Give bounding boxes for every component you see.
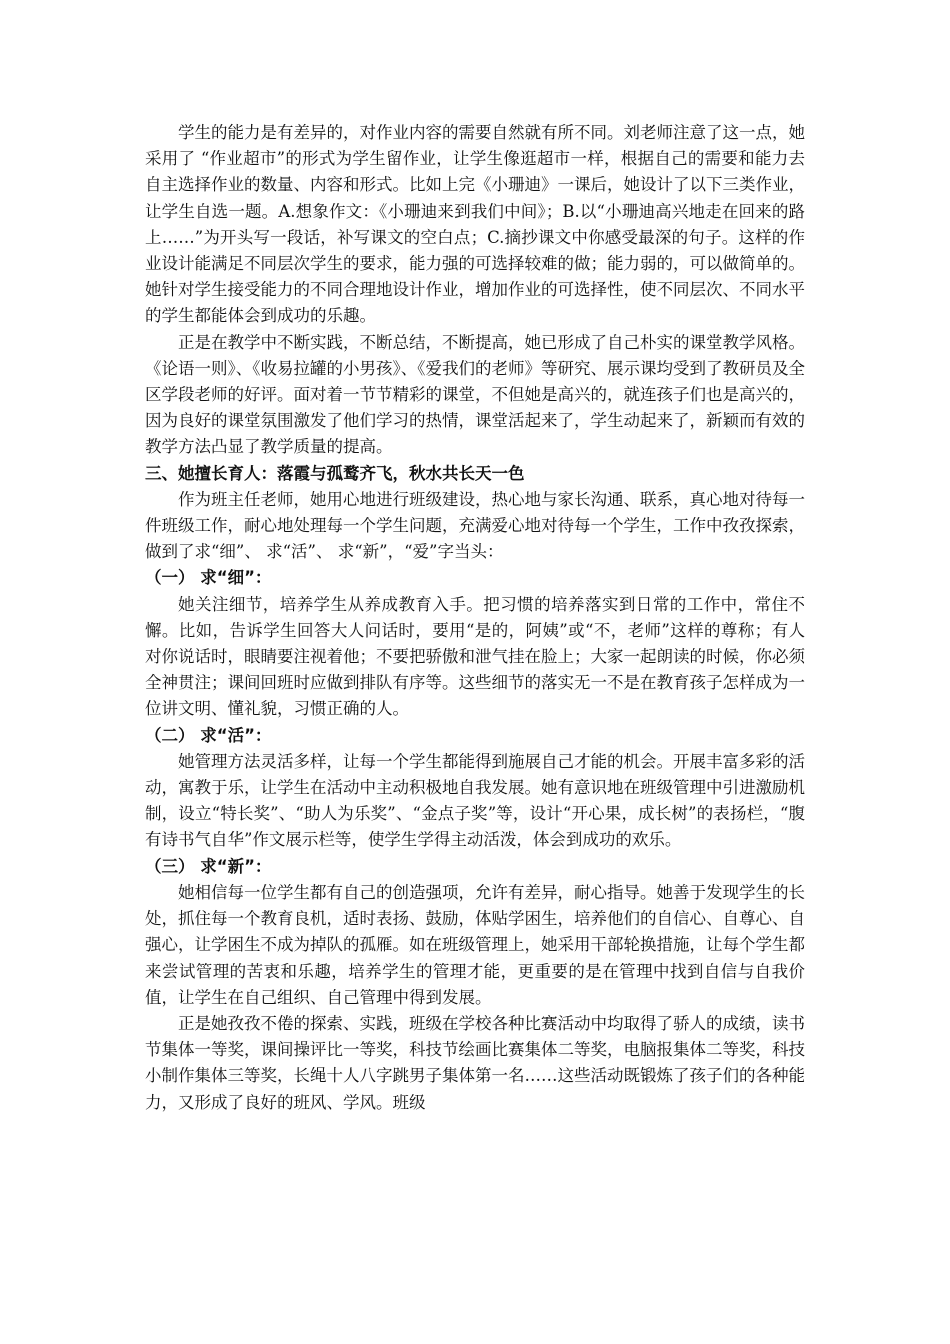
paragraph-homework-supermarket: 学生的能力是有差异的，对作业内容的需要自然就有所不同。刘老师注意了这一点，她采用了 “作业超市”的形式为学生留作业，让学生像逛超市一样，根据自己的需要和能力去自主选择作业的数量、内容和形式。比如上完《小珊迪》一课后，她设计了以下三类作业，让学生自选一题。A.想象作文：《小珊迪来到我们中间》；B.以“小珊迪高兴地走在回来的路上……”为开头写一段话，补写课文的空白点；C.摘抄课文中你感受最深的句子。这样的作业设计能满足不同层次学生的要求，能力强的可选择较难的做；能力弱的，可以做简单的。她针对学生接受能力的不同合理地设计作业，增加作业的可选择性，使不同层次、不同水平的学生都能体会到成功的乐趣。 xyxy=(145,123,805,326)
paragraph-class-teacher: 作为班主任老师，她用心地进行班级建设，热心地与家长沟通、联系，真心地对待每一件班级工作，耐心地处理每一个学生问题，充满爱心地对待每一个学生，工作中孜孜探索，做到了求“细”、 求“活”、 求“新”，“爱”字当头： xyxy=(145,489,805,562)
paragraph-teaching-style: 正是在教学中不断实践，不断总结，不断提高，她已形成了自己朴实的课堂教学风格。《论语一则》、《收易拉罐的小男孩》、《爱我们的老师》等研究、展示课均受到了教研员及全区学段老师的好评。面对着一节节精彩的课堂，不但她是高兴的，就连孩子们也是高兴的，因为良好的课堂氛围激发了他们学习的热情，课堂活起来了，学生动起来了，新颖而有效的教学方法凸显了教学质量的提高。 xyxy=(145,332,805,457)
subheading-new: （三） 求“新”： xyxy=(145,856,272,876)
subheading-flexible: （二） 求“活”： xyxy=(145,725,272,745)
section-heading-3: 三、她擅长育人：落霞与孤鹜齐飞，秋水共长天一色 xyxy=(145,463,525,483)
paragraph-detail: 她关注细节，培养学生从养成教育入手。把习惯的培养落实到日常的工作中，常住不懈。比如，告诉学生回答大人问话时，要用“是的，阿姨”或“不，老师”这样的尊称；有人对你说话时，眼睛要注视着他；不要把骄傲和泄气挂在脸上；大家一起朗读的时候，你必须全神贯注；课间回班时应做到排队有序等。这些细节的落实无一不是在教育孩子怎样成为一位讲文明、懂礼貌，习惯正确的人。 xyxy=(145,594,805,719)
paragraph-new: 她相信每一位学生都有自己的创造强项，允许有差异，耐心指导。她善于发现学生的长处，抓住每一个教育良机，适时表扬、鼓励，体贴学困生，培养他们的自信心、自尊心、自强心，让学困生不成为掉队的孤雁。如在班级管理上，她采用干部轮换措施，让每个学生都来尝试管理的苦衷和乐趣，培养学生的管理才能，更重要的是在管理中找到自信与自我价值，让学生在自己组织、自己管理中得到发展。 xyxy=(145,882,805,1007)
paragraph-flexible: 她管理方法灵活多样，让每一个学生都能得到施展自己才能的机会。开展丰富多彩的活动，寓教于乐，让学生在活动中主动积极地自我发展。她有意识地在班级管理中引进激励机制，设立“特长奖”、“助人为乐奖”、“金点子奖”等，设计“开心果，成长树”的表扬栏，“腹有诗书气自华”作文展示栏等，使学生学得主动活泼，体会到成功的欢乐。 xyxy=(145,751,805,850)
document-page xyxy=(145,120,805,1116)
paragraph-achievements: 正是她孜孜不倦的探索、实践，班级在学校各种比赛活动中均取得了骄人的成绩，读书节集体一等奖，课间操评比一等奖，科技节绘画比赛集体二等奖，电脑报集体二等奖，科技小制作集体三等奖，长绳十人八字跳男子集体第一名……这些活动既锻炼了孩子们的各种能力，又形成了良好的班风、学风。班级 xyxy=(145,1013,805,1112)
subheading-detail: （一） 求“细”： xyxy=(145,568,272,588)
